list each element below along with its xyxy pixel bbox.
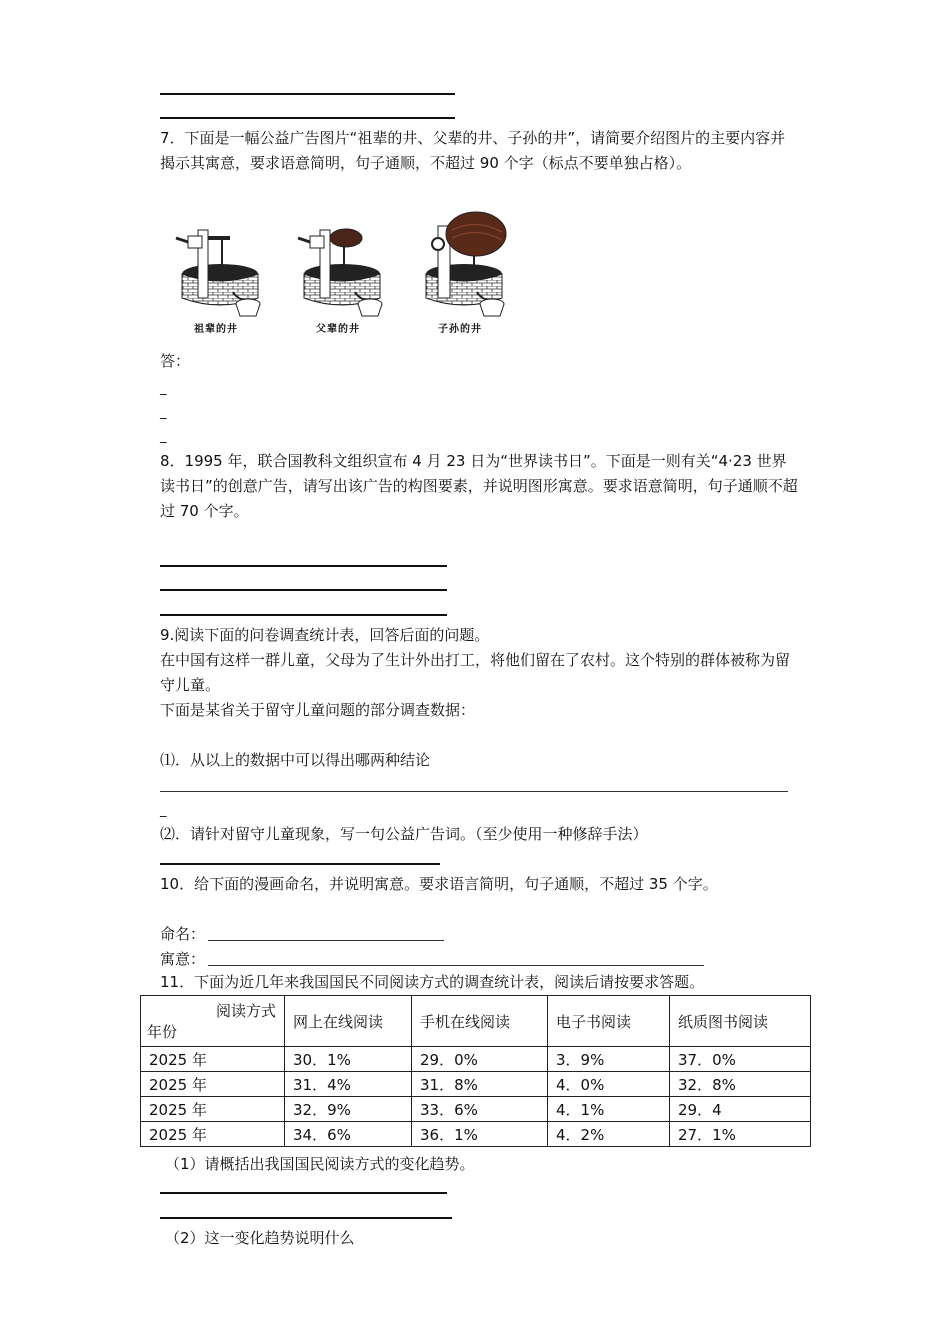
answer-line [160, 589, 447, 591]
table-cell: 37．0% [670, 1047, 811, 1072]
table-cell: 2025 年 [141, 1097, 285, 1122]
answer-line [160, 1217, 452, 1219]
table-cell: 27．1% [670, 1122, 811, 1147]
question-9-sub2: ⑵．请针对留守儿童现象，写一句公益广告词。（至少使用一种修辞手法） [160, 825, 648, 843]
answer-line [160, 117, 455, 119]
answer-line [160, 614, 447, 616]
caption-grandparents: 祖辈的井 [194, 324, 238, 335]
question-9-line1: 9.阅读下面的问卷调查统计表，回答后面的问题。 [160, 626, 490, 644]
table-corner-cell [141, 996, 285, 1047]
question-7-text: 7．下面是一幅公益广告图片“祖辈的井、父辈的井、子孙的井”，请简要介绍图片的主要内容并揭示其寓意，要求语意简明，句子通顺，不超过 90 个字（标点不要单独占格）。 [160, 129, 786, 172]
table-row [141, 1072, 811, 1097]
question-11-text: 11．下面为近几年来我国国民不同阅读方式的调查统计表，阅读后请按要求答题。 [160, 973, 705, 991]
table-cell: 32．9% [285, 1097, 412, 1122]
column-header: 网上在线阅读 [285, 996, 412, 1047]
wells-illustration [168, 208, 528, 338]
table-cell: 2025 年 [141, 1047, 285, 1072]
caption-descendants: 子孙的井 [438, 324, 482, 335]
answer-line [160, 565, 447, 567]
question-11-sub2: （2）这一变化趋势说明什么 [165, 1229, 355, 1247]
column-header: 电子书阅读 [548, 996, 670, 1047]
header-reading-method: 阅读方式 [215, 1002, 276, 1020]
caption-parents: 父辈的井 [316, 324, 360, 335]
table-cell: 4．1% [548, 1097, 670, 1122]
column-header: 纸质图书阅读 [670, 996, 811, 1047]
table-cell: 31．4% [285, 1072, 412, 1097]
question-8-text: 8．1995 年，联合国教科文组织宣布 4 月 23 日为“世界读书日”。下面是一则有关“4·23 世界读书日”的创意广告，请写出该广告的构图要素，并说明图形寓意。要求语意简明，句子通顺不超过 70 个字。 [160, 452, 798, 520]
table-cell: 29．0% [412, 1047, 548, 1072]
wells-image [168, 208, 528, 338]
meaning-answer-line [208, 965, 704, 966]
question-10-text: 10．给下面的漫画命名，并说明寓意。要求语言简明，句子通顺，不超过 35 个字。 [160, 875, 718, 893]
table-cell: 3．9% [548, 1047, 670, 1072]
question-11-sub1: （1）请概括出我国国民阅读方式的变化趋势。 [165, 1155, 475, 1173]
answer-line [160, 863, 440, 865]
table-cell: 4．0% [548, 1072, 670, 1097]
table-cell: 31．8% [412, 1072, 548, 1097]
answer-line [160, 93, 455, 95]
table-row [141, 1122, 811, 1147]
well-parents-icon [298, 229, 382, 316]
table-cell: 29．4 [670, 1097, 811, 1122]
answer-line [160, 791, 788, 792]
meaning-label: 寓意： [160, 950, 206, 968]
answer-dash: _ [160, 429, 167, 444]
header-year: 年份 [147, 1023, 178, 1041]
well-descendants-icon [426, 212, 506, 316]
table-cell: 33．6% [412, 1097, 548, 1122]
reading-survey-table [140, 995, 811, 1147]
table-cell: 30．1% [285, 1047, 412, 1072]
table-header-row [141, 996, 811, 1047]
column-header: 手机在线阅读 [412, 996, 548, 1047]
table-cell: 34．6% [285, 1122, 412, 1147]
table-cell: 2025 年 [141, 1072, 285, 1097]
name-answer-line [208, 940, 444, 941]
table-cell: 32．8% [670, 1072, 811, 1097]
question-9-line2: 在中国有这样一群儿童，父母为了生计外出打工，将他们留在了农村。这个特别的群体被称为留守儿童。 [160, 651, 791, 694]
table-row [141, 1097, 811, 1122]
answer-dash: _ [160, 381, 167, 396]
table-cell: 2025 年 [141, 1122, 285, 1147]
table-cell: 4．2% [548, 1122, 670, 1147]
answer-label: 答： [160, 352, 191, 370]
table-cell: 36．1% [412, 1122, 548, 1147]
answer-line [160, 1192, 447, 1194]
answer-dash: _ [160, 803, 167, 818]
question-9-sub1: ⑴．从以上的数据中可以得出哪两种结论 [160, 751, 431, 769]
question-9-line3: 下面是某省关于留守儿童问题的部分调查数据： [160, 701, 476, 719]
name-label: 命名： [160, 925, 206, 943]
table-row [141, 1047, 811, 1072]
well-grandparents-icon [176, 230, 260, 316]
answer-dash: _ [160, 405, 167, 420]
